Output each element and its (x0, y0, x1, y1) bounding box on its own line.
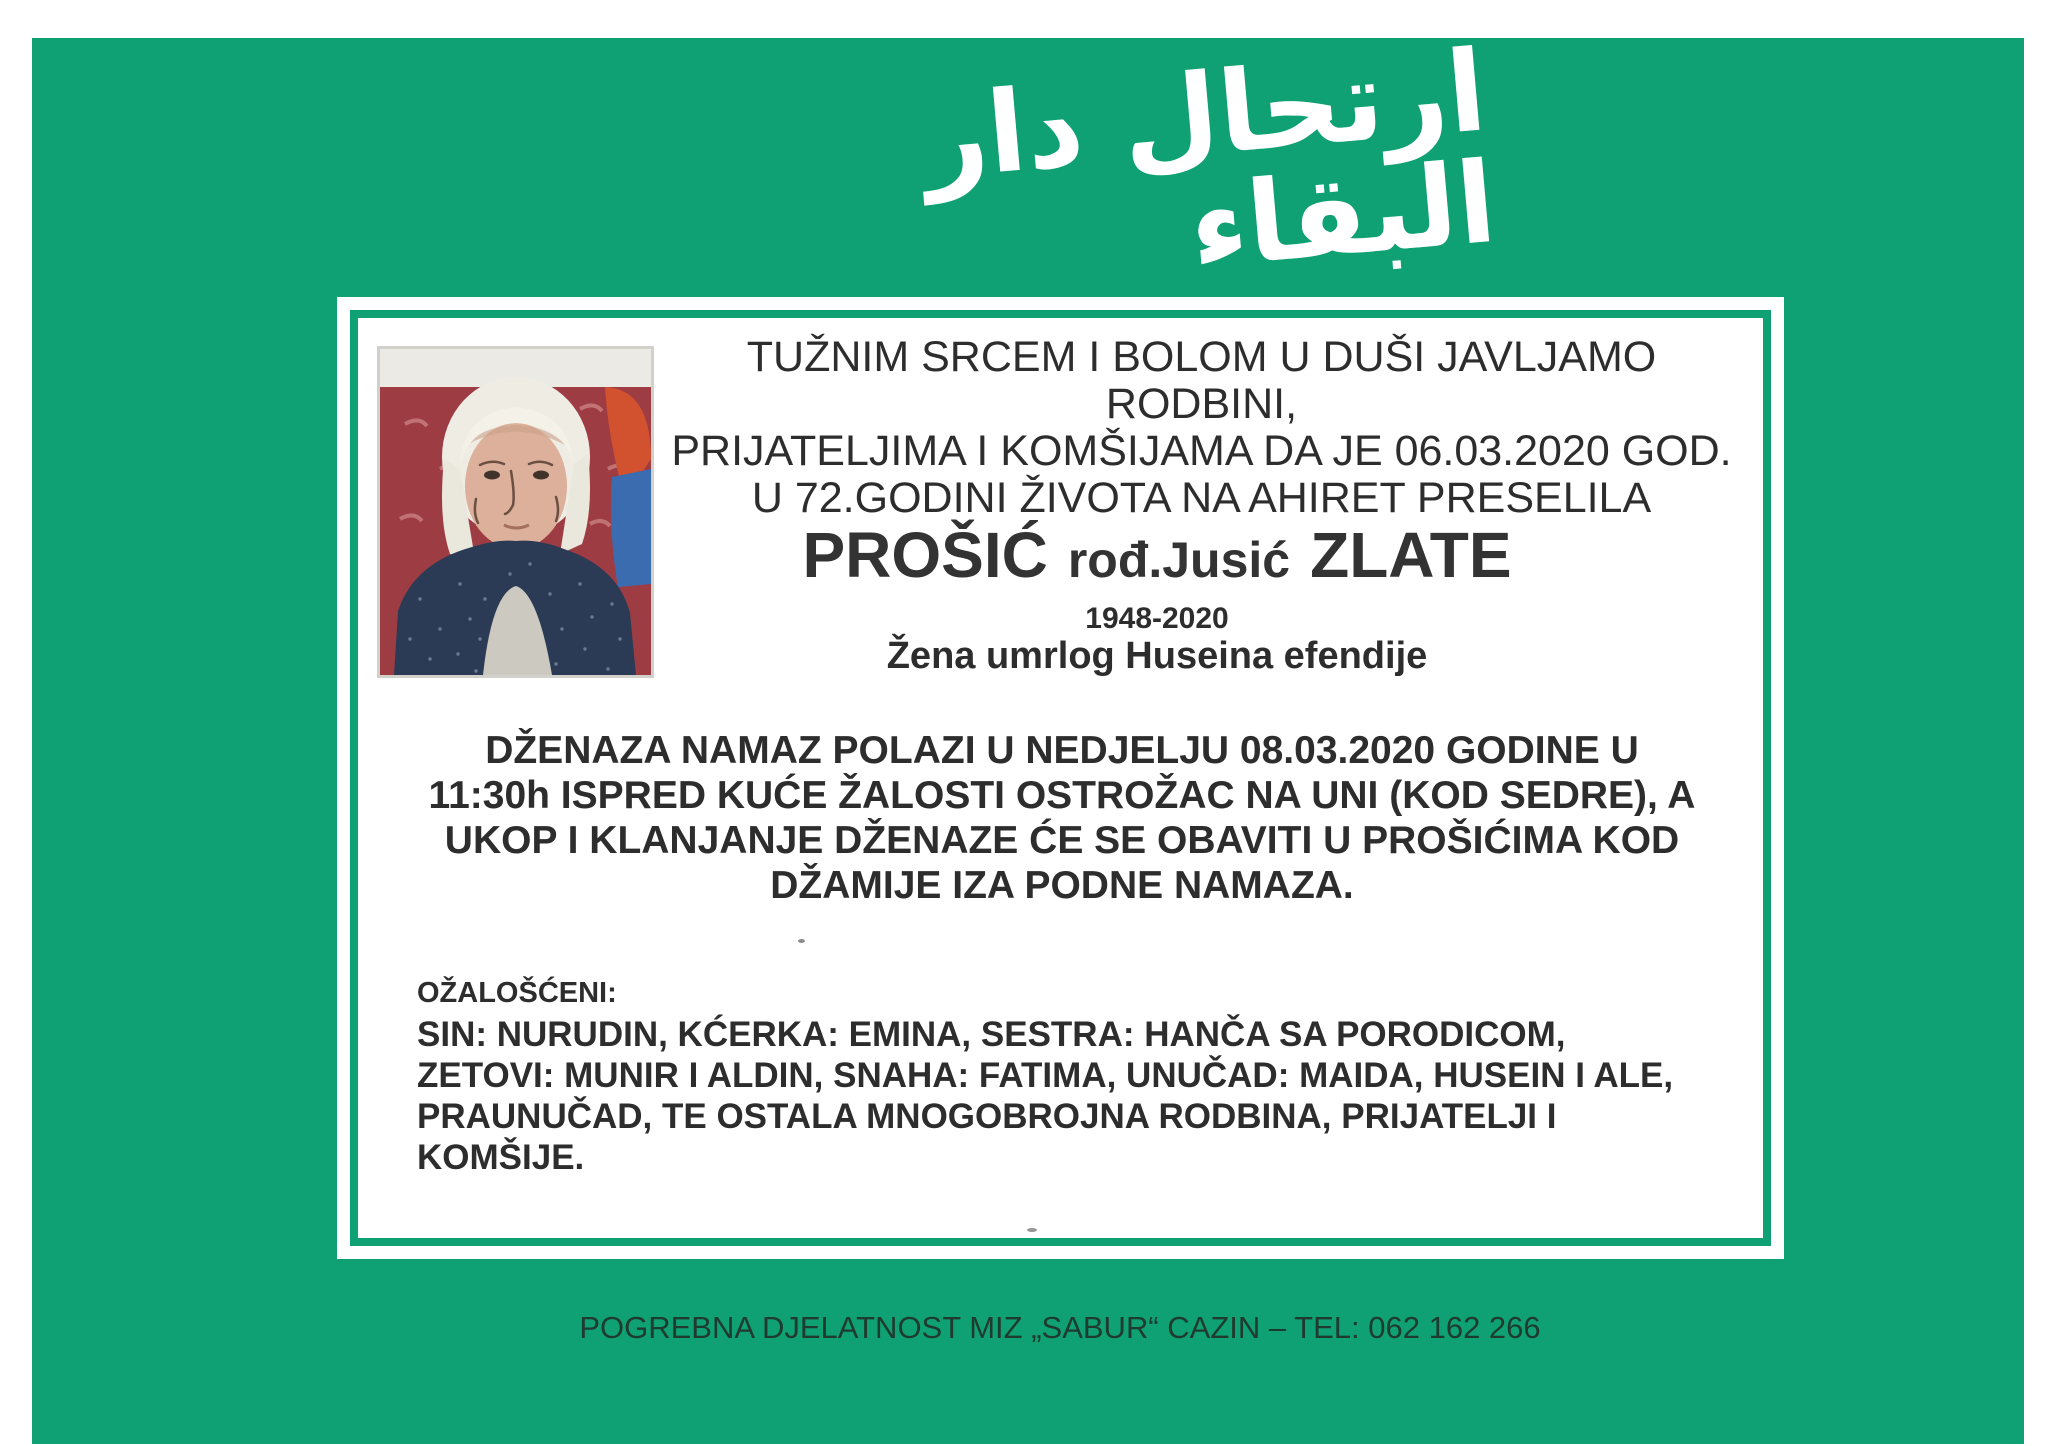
deceased-maiden-name: rođ.Jusić (1067, 532, 1291, 588)
mourners-list (417, 1014, 1747, 1178)
deceased-first-name: ZLATE (1310, 519, 1512, 591)
text-line: PRIJATELJIMA I KOMŠIJAMA DA JE 06.03.2020 GOD. (671, 427, 1732, 475)
text-line: 11:30h ISPRED KUĆE ŽALOSTI OSTROŽAC NA UNI (KOD SEDRE), A (428, 774, 1696, 817)
footer-text: POGREBNA DJELATNOST MIZ „SABUR“ CAZIN – TEL: 062 162 266 (579, 1310, 1541, 1345)
intro-text (654, 334, 1749, 522)
text-line: U 72.GODINI ŽIVOTA NA AHIRET PRESELILA (751, 474, 1652, 522)
scan-speck (798, 939, 805, 943)
funeral-info (367, 728, 1757, 908)
mourners-label: OŽALOŠĆENI: (417, 977, 617, 1009)
text-line: TUŽNIM SRCEM I BOLOM U DUŠI JAVLJAMO RODBINI, (746, 333, 1657, 428)
death-notice-card (32, 26, 2024, 1444)
text-line: DŽENAZA NAMAZ POLAZI U NEDJELJU 08.03.2020 GODINE U (485, 729, 1639, 772)
text-line: KOMŠIJE. (417, 1138, 585, 1177)
arabic-calligraphy: ارتحال دار البقاء (917, 26, 1501, 294)
portrait-photo (377, 346, 654, 678)
life-years: 1948-2020 (1085, 602, 1229, 635)
deceased-subtitle: Žena umrlog Huseina efendije (886, 635, 1428, 677)
text-line: DŽAMIJE IZA PODNE NAMAZA. (770, 864, 1354, 907)
portrait-illustration (380, 349, 651, 675)
deceased-surname: PROŠIĆ (802, 519, 1048, 591)
text-line: SIN: NURUDIN, KĆERKA: EMINA, SESTRA: HANČA SA PORODICOM, (417, 1015, 1566, 1054)
text-line: ZETOVI: MUNIR I ALDIN, SNAHA: FATIMA, UNUČAD: MAIDA, HUSEIN I ALE, (417, 1056, 1674, 1095)
scan-speck (1027, 1228, 1037, 1232)
deceased-name (652, 520, 1662, 595)
text-line: PRAUNUČAD, TE OSTALA MNOGOBROJNA RODBINA, PRIJATELJI I (417, 1097, 1557, 1136)
text-line: UKOP I KLANJANJE DŽENAZE ĆE SE OBAVITI U PROŠIĆIMA KOD (444, 819, 1680, 862)
